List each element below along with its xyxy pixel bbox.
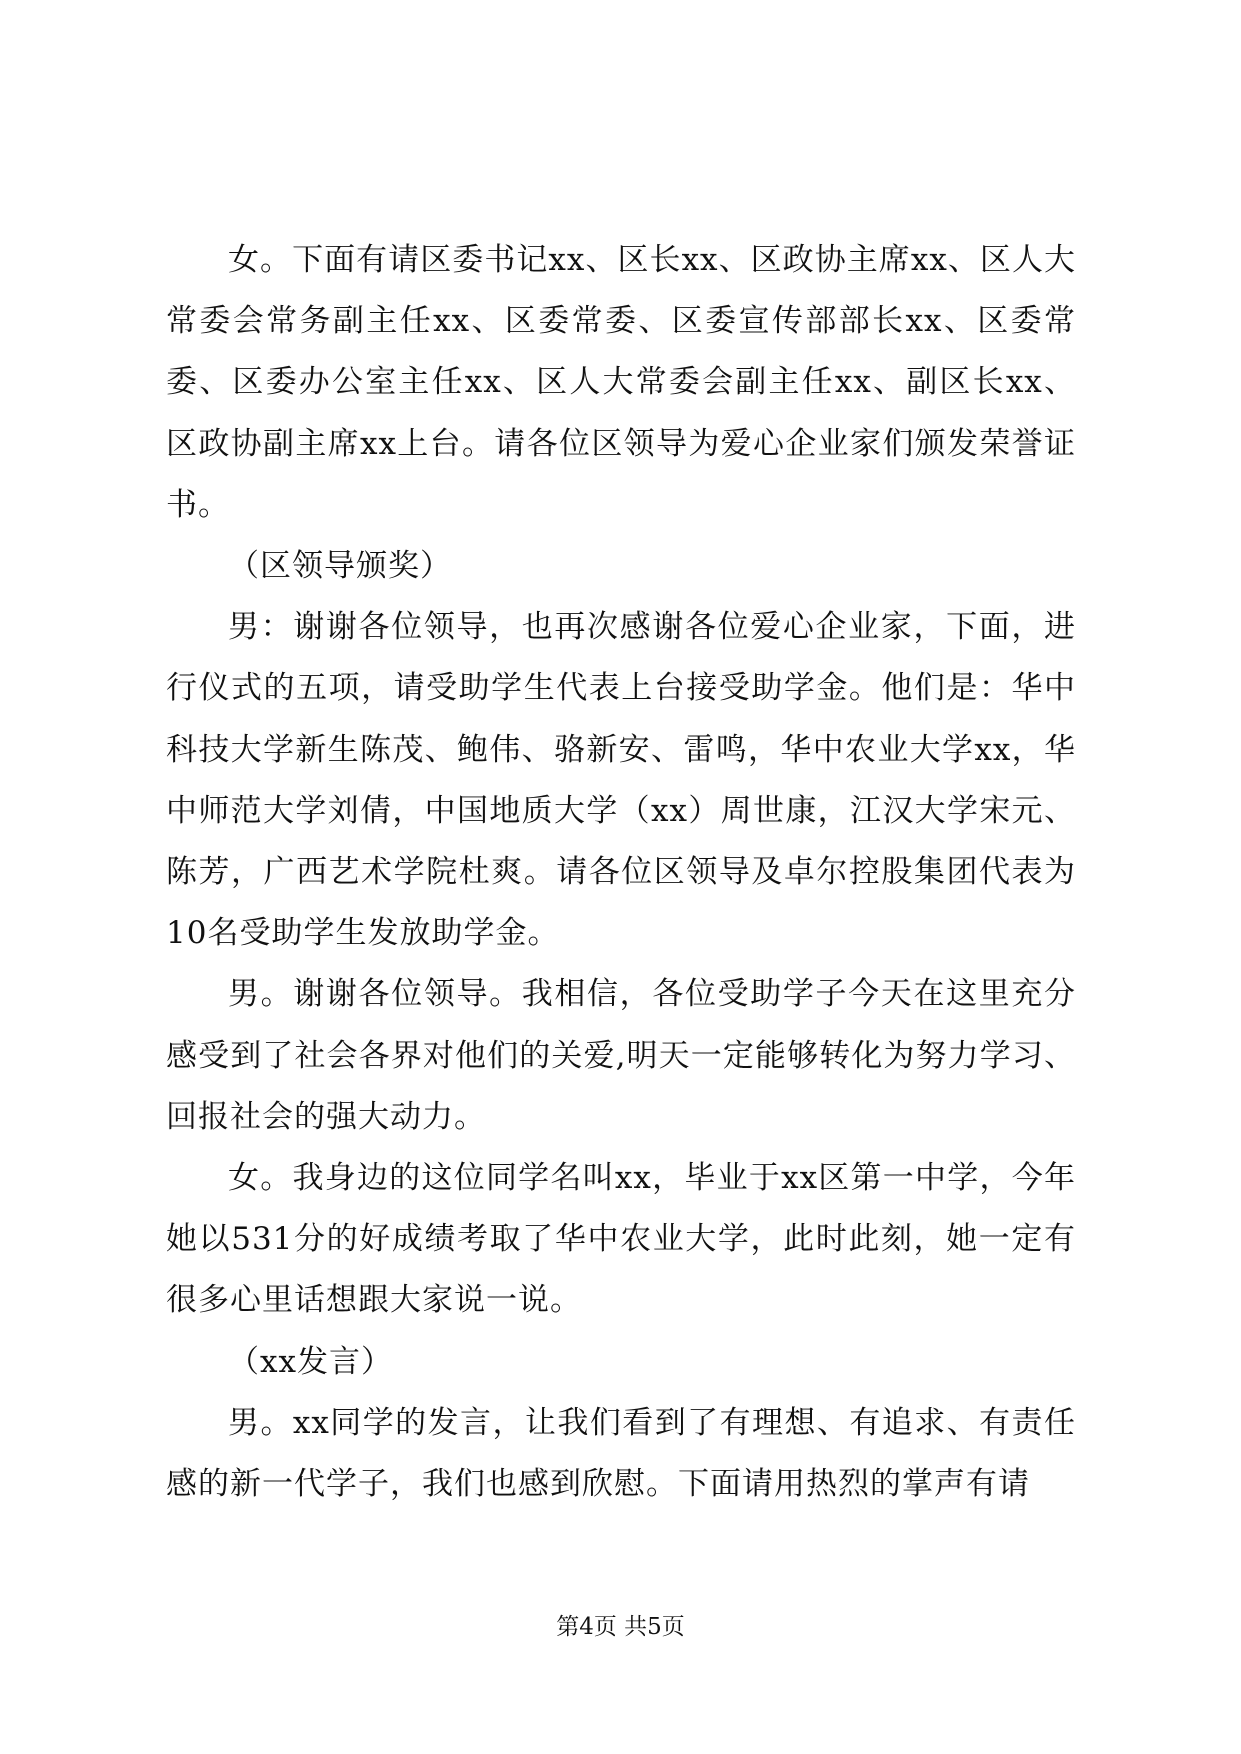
paragraph-4: 男。谢谢各位领导。我相信，各位受助学子今天在这里充分感受到了社会各界对他们的关爱,明天一定能够转化为努力学习、回报社会的强大动力。 [166,976,1076,1135]
paragraph-2: （区领导颁奖） [228,548,452,585]
paragraph-5: 女。我身边的这位同学名叫xx，毕业于xx区第一中学，今年她以531分的好成绩考取了华中农业大学，此时此刻，她一定有很多心里话想跟大家说一说。 [166,1160,1076,1319]
paragraph-3: 男：谢谢各位领导，也再次感谢各位爱心企业家，下面，进行仪式的五项，请受助学生代表上台接受助学金。他们是：华中科技大学新生陈茂、鲍伟、骆新安、雷鸣，华中农业大学xx，华中师范大学刘倩，中国地质大学（xx）周世康，江汉大学宋元、陈芳，广西艺术学院杜爽。请各位区领导及卓尔控股集团代表为10名受助学生发放助学金。 [166,609,1076,952]
paragraph-7: 男。xx同学的发言，让我们看到了有理想、有追求、有责任感的新一代学子，我们也感到欣慰。下面请用热烈的掌声有请 [166,1404,1076,1503]
paragraph-1: 女。下面有请区委书记xx、区长xx、区政协主席xx、区人大常委会常务副主任xx、区委常委、区委宣传部部长xx、区委常委、区委办公室主任xx、区人大常委会副主任xx、副区长xx、区政协副主席xx上台。请各位区领导为爱心企业家们颁发荣誉证书。 [166,242,1076,523]
paragraph-6: （xx发言） [228,1343,393,1380]
document-body [166,230,1076,1515]
page-footer: 第4页 共5页 [556,1614,685,1640]
